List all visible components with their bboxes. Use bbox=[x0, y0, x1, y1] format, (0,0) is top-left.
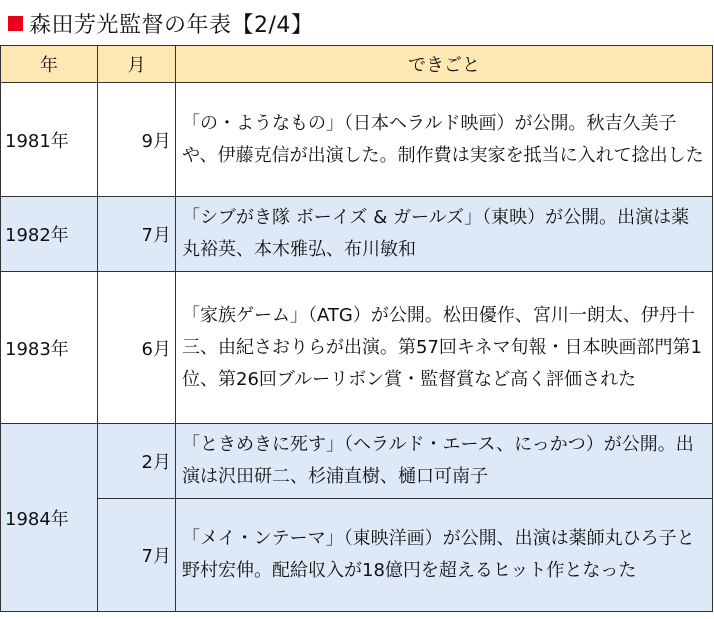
year-cell: 1981年 bbox=[1, 83, 98, 197]
table-row bbox=[1, 499, 713, 612]
event-cell: 「メイ・ンテーマ」（東映洋画）が公開、出演は薬師丸ひろ子と野村宏伸。配給収入が18億円を超えるヒット作となった bbox=[176, 499, 713, 612]
event-column-header: できごと bbox=[176, 46, 713, 83]
table-row bbox=[1, 83, 713, 197]
table-header-row bbox=[1, 46, 713, 83]
year-column-header: 年 bbox=[1, 46, 98, 83]
table-row bbox=[1, 272, 713, 424]
event-cell: 「家族ゲーム」（ATG）が公開。松田優作、宮川一朗太、伊丹十三、由紀さおりらが出演。第57回キネマ旬報・日本映画部門第1位、第26回ブルーリボン賞・監督賞など高く評価された bbox=[176, 272, 713, 424]
year-cell: 1982年 bbox=[1, 197, 98, 272]
month-column-header: 月 bbox=[98, 46, 176, 83]
year-cell: 1983年 bbox=[1, 272, 98, 424]
year-cell: 1984年 bbox=[1, 424, 98, 612]
month-cell: 7月 bbox=[98, 197, 176, 272]
title-row bbox=[8, 6, 313, 40]
event-cell: 「シブがき隊 ボーイズ & ガールズ」（東映）が公開。出演は薬丸裕英、本木雅弘、布川敏和 bbox=[176, 197, 713, 272]
page-title: 森田芳光監督の年表【2/4】 bbox=[29, 12, 314, 38]
month-cell: 9月 bbox=[98, 83, 176, 197]
month-cell: 2月 bbox=[98, 424, 176, 499]
table-row bbox=[1, 197, 713, 272]
event-cell: 「ときめきに死す」（ヘラルド・エース、にっかつ）が公開。出演は沢田研二、杉浦直樹、樋口可南子 bbox=[176, 424, 713, 499]
event-cell: 「の・ようなもの」（日本ヘラルド映画）が公開。秋吉久美子や、伊藤克信が出演した。制作費は実家を抵当に入れて捻出した bbox=[176, 83, 713, 197]
month-cell: 7月 bbox=[98, 499, 176, 612]
timeline-table bbox=[0, 45, 713, 612]
month-cell: 6月 bbox=[98, 272, 176, 424]
table-row bbox=[1, 424, 713, 499]
red-square-icon bbox=[8, 16, 23, 31]
